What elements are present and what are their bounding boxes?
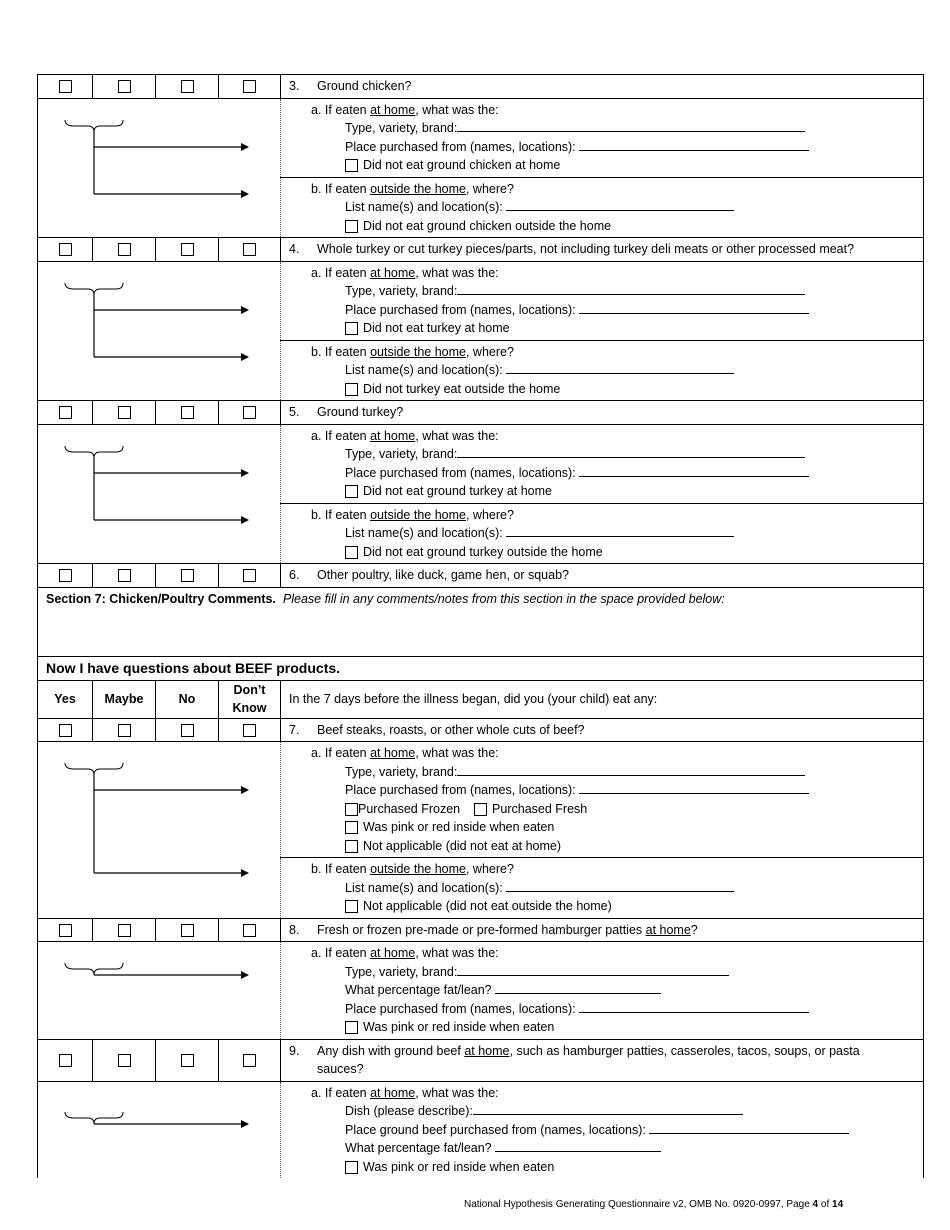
branch-arrow-icon xyxy=(38,262,281,398)
q4-type-label: Type, variety, brand: xyxy=(345,284,458,298)
q7-place-field[interactable] xyxy=(579,781,809,794)
q5-a-checkbox[interactable] xyxy=(345,485,358,498)
q7-na-out-checkbox[interactable] xyxy=(345,900,358,913)
q9-pink-label: Was pink or red inside when eaten xyxy=(363,1159,555,1174)
q7-list-label: List name(s) and location(s): xyxy=(345,880,503,895)
q4-maybe-checkbox[interactable] xyxy=(118,243,131,256)
q7-number: 7. xyxy=(289,722,300,737)
q7-frozen-checkbox[interactable] xyxy=(345,803,358,816)
q4-yes-checkbox[interactable] xyxy=(59,243,72,256)
q5-place-label: Place purchased from (names, locations): xyxy=(345,465,576,480)
q8-dontknow-checkbox[interactable] xyxy=(243,924,256,937)
q9-yes-checkbox[interactable] xyxy=(59,1054,72,1067)
q8-type-field[interactable] xyxy=(457,963,729,976)
q4-list-field[interactable] xyxy=(506,361,734,374)
q8-row xyxy=(38,918,924,942)
q5-b-checkbox[interactable] xyxy=(345,546,358,559)
q3-row xyxy=(38,75,924,99)
q7-no-checkbox[interactable] xyxy=(181,724,194,737)
q3-b-check-label: Did not eat ground chicken outside the home xyxy=(363,218,612,233)
header-dontknow: Don’t Know xyxy=(219,680,281,718)
q4-list-label: List name(s) and location(s): xyxy=(345,363,503,377)
q6-number: 6. xyxy=(289,568,300,582)
q7-fresh-checkbox[interactable] xyxy=(474,803,487,816)
q5-b-label: b. If eaten outside the home, where? xyxy=(311,507,514,522)
q8-place-label: Place purchased from (names, locations): xyxy=(345,1001,576,1016)
q7-branch-arrows xyxy=(38,742,281,919)
section7-title: Section 7: Chicken/Poultry Comments. xyxy=(46,591,276,606)
q9-place-label: Place ground beef purchased from (names, locations): xyxy=(345,1122,646,1137)
q9-text: Any dish with ground beef at home, such as hamburger patties, casseroles, tacos, soups, or pasta sauces? xyxy=(317,1043,860,1076)
q6-dontknow-checkbox[interactable] xyxy=(243,569,256,582)
q5-place-field[interactable] xyxy=(579,464,809,477)
q7-na-home-label: Not applicable (did not eat at home) xyxy=(363,838,562,853)
q6-text: Other poultry, like duck, game hen, or squab? xyxy=(317,568,569,582)
q8-text: Fresh or frozen pre-made or pre-formed hamburger patties at home? xyxy=(317,922,698,937)
q4-a-check-label: Did not eat turkey at home xyxy=(363,321,510,335)
q8-number: 8. xyxy=(289,922,300,937)
q8-fat-label: What percentage fat/lean? xyxy=(345,983,492,997)
q7-dontknow-checkbox[interactable] xyxy=(243,724,256,737)
q5-text: Ground turkey? xyxy=(317,405,404,419)
q7-b-label: b. If eaten outside the home, where? xyxy=(311,862,514,876)
q3-branch-arrows xyxy=(38,98,281,238)
q3-dontknow-checkbox[interactable] xyxy=(243,80,256,93)
q5-list-label: List name(s) and location(s): xyxy=(345,526,503,540)
q3-maybe-checkbox[interactable] xyxy=(118,80,131,93)
q6-no-checkbox[interactable] xyxy=(181,569,194,582)
q7-place-label: Place purchased from (names, locations): xyxy=(345,783,576,797)
q7-pink-label: Was pink or red inside when eaten xyxy=(363,820,555,834)
q7-list-field[interactable] xyxy=(506,879,734,892)
section7-comments-box[interactable] xyxy=(38,587,924,656)
q7-row xyxy=(38,718,924,742)
q7-type-field[interactable] xyxy=(457,763,805,776)
section7-note: Please fill in any comments/notes from this section in the space provided below: xyxy=(282,591,725,606)
branch-arrow-icon xyxy=(38,742,281,912)
branch-arrow-icon xyxy=(38,1082,281,1176)
q8-no-checkbox[interactable] xyxy=(181,924,194,937)
beef-heading: Now I have questions about BEEF products. xyxy=(38,656,924,680)
q5-type-label: Type, variety, brand: xyxy=(345,447,458,461)
q6-yes-checkbox[interactable] xyxy=(59,569,72,582)
q3-list-field[interactable] xyxy=(506,198,734,211)
q3-a-check-label: Did not eat ground chicken at home xyxy=(363,158,561,172)
q4-b-check-label: Did not turkey eat outside the home xyxy=(363,381,561,396)
q9-no-checkbox[interactable] xyxy=(181,1054,194,1067)
page-footer: National Hypothesis Generating Questionnaire v2, OMB No. 0920-0997, Page 4 of 14 xyxy=(464,1199,844,1210)
branch-arrow-icon xyxy=(38,942,281,1036)
q7-na-home-checkbox[interactable] xyxy=(345,840,358,853)
q5-a-check-label: Did not eat ground turkey at home xyxy=(363,484,553,498)
q9-dontknow-checkbox[interactable] xyxy=(243,1054,256,1067)
q3-b-checkbox[interactable] xyxy=(345,220,358,233)
header-no: No xyxy=(156,680,219,718)
q9-dish-field[interactable] xyxy=(473,1102,743,1115)
header-maybe: Maybe xyxy=(93,680,156,718)
q3-number: 3. xyxy=(289,79,300,93)
q8-pink-label: Was pink or red inside when eaten xyxy=(363,1020,555,1034)
q7-frozen-label: Purchased Frozen xyxy=(358,801,461,816)
q3-yes-checkbox[interactable] xyxy=(59,80,72,93)
questionnaire-page xyxy=(37,74,923,1178)
q4-dontknow-checkbox[interactable] xyxy=(243,243,256,256)
q5-dontknow-checkbox[interactable] xyxy=(243,406,256,419)
q5-number: 5. xyxy=(289,405,300,419)
q5-a-label: a. If eaten at home, what was the: xyxy=(311,428,499,443)
q8-maybe-checkbox[interactable] xyxy=(118,924,131,937)
q8-pink-checkbox[interactable] xyxy=(345,1021,358,1034)
q3-list-label: List name(s) and location(s): xyxy=(345,200,503,214)
q4-text: Whole turkey or cut turkey pieces/parts, not including turkey deli meats or other processed meat? xyxy=(317,242,855,256)
q9-row xyxy=(38,1039,924,1081)
q4-branch-arrows xyxy=(38,261,281,401)
q9-dish-label: Dish (please describe): xyxy=(345,1104,473,1118)
q4-type-field[interactable] xyxy=(457,282,805,295)
q3-a-label: a. If eaten at home, what was the: xyxy=(311,102,499,117)
q7-fresh-label: Purchased Fresh xyxy=(492,801,588,816)
q5-maybe-checkbox[interactable] xyxy=(118,406,131,419)
header-question: In the 7 days before the illness began, did you (your child) eat any: xyxy=(281,680,924,718)
q9-fat-label: What percentage fat/lean? xyxy=(345,1141,492,1155)
q5-type-field[interactable] xyxy=(457,445,805,458)
q4-b-checkbox[interactable] xyxy=(345,383,358,396)
q4-row xyxy=(38,238,924,262)
column-headers xyxy=(38,680,924,718)
q4-place-field[interactable] xyxy=(579,301,809,314)
q8-yes-checkbox[interactable] xyxy=(59,924,72,937)
q7-na-out-label: Not applicable (did not eat outside the home) xyxy=(363,899,612,913)
q3-b-label: b. If eaten outside the home, where? xyxy=(311,181,514,196)
q5-yes-checkbox[interactable] xyxy=(59,406,72,419)
q7-yes-checkbox[interactable] xyxy=(59,724,72,737)
q3-place-label: Place purchased from (names, locations): xyxy=(345,139,576,154)
q3-no-checkbox[interactable] xyxy=(181,80,194,93)
q3-a-checkbox[interactable] xyxy=(345,159,358,172)
q5-list-field[interactable] xyxy=(506,524,734,537)
q7-maybe-checkbox[interactable] xyxy=(118,724,131,737)
q4-number: 4. xyxy=(289,242,300,256)
q8-a-label: a. If eaten at home, what was the: xyxy=(311,946,499,960)
q6-maybe-checkbox[interactable] xyxy=(118,569,131,582)
q5-no-checkbox[interactable] xyxy=(181,406,194,419)
q7-type-label: Type, variety, brand: xyxy=(345,764,458,779)
q3-place-field[interactable] xyxy=(579,138,809,151)
q4-a-checkbox[interactable] xyxy=(345,322,358,335)
q9-number: 9. xyxy=(289,1043,300,1058)
q6-row xyxy=(38,564,924,588)
branch-arrow-icon xyxy=(38,425,281,561)
q5-b-check-label: Did not eat ground turkey outside the home xyxy=(363,544,603,559)
q8-place-field[interactable] xyxy=(579,1000,809,1013)
branch-arrow-icon xyxy=(38,99,281,235)
q9-a-label: a. If eaten at home, what was the: xyxy=(311,1085,499,1100)
q8-branch-arrows xyxy=(38,942,281,1040)
header-yes: Yes xyxy=(38,680,93,718)
q9-branch-arrows xyxy=(38,1081,281,1178)
q8-fat-field[interactable] xyxy=(495,981,661,994)
q5-branch-arrows xyxy=(38,424,281,564)
q9-pink-checkbox[interactable] xyxy=(345,1161,358,1174)
q8-type-label: Type, variety, brand: xyxy=(345,964,458,979)
q3-type-field[interactable] xyxy=(457,119,805,132)
q9-maybe-checkbox[interactable] xyxy=(118,1054,131,1067)
q9-place-field[interactable] xyxy=(649,1121,849,1134)
q4-a-label: a. If eaten at home, what was the: xyxy=(311,265,499,280)
q5-row xyxy=(38,401,924,425)
q7-text: Beef steaks, roasts, or other whole cuts of beef? xyxy=(317,722,585,737)
q3-type-label: Type, variety, brand: xyxy=(345,121,458,135)
q7-pink-checkbox[interactable] xyxy=(345,821,358,834)
q9-fat-field[interactable] xyxy=(495,1139,661,1152)
q7-a-label: a. If eaten at home, what was the: xyxy=(311,746,499,760)
q4-no-checkbox[interactable] xyxy=(181,243,194,256)
q4-b-label: b. If eaten outside the home, where? xyxy=(311,344,514,359)
q4-place-label: Place purchased from (names, locations): xyxy=(345,302,576,317)
questionnaire-table xyxy=(37,74,924,1178)
q3-text: Ground chicken? xyxy=(317,79,412,93)
